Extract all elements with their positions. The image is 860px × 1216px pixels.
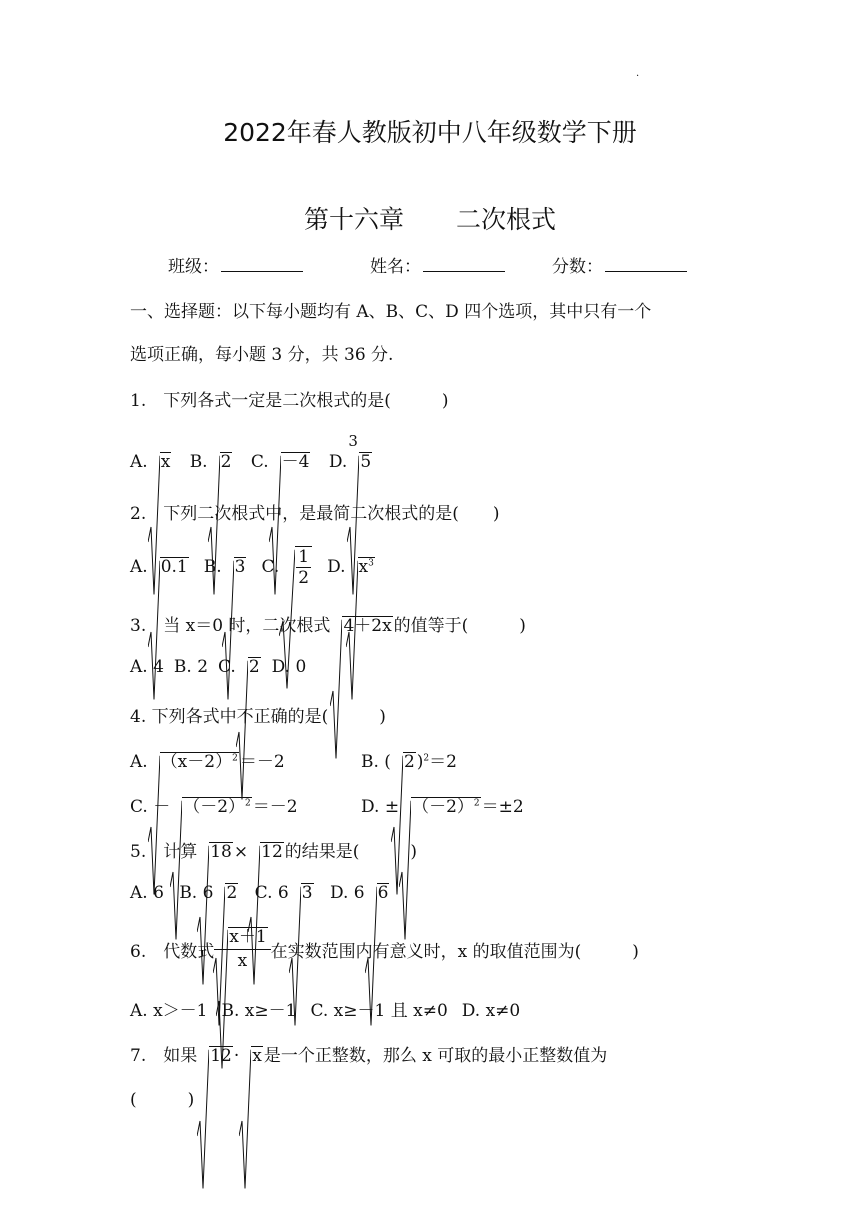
question-6-stem: 6. 代数式 $\frac{x+1}{x}$ 在实数范围内有意义时，x 的取值范围为( ) — [130, 922, 639, 976]
sqrt-x: x — [148, 452, 172, 472]
q6-option-d: D. x≠0 — [461, 1001, 521, 1021]
sqrt-x-cubed: $x^3$ — [346, 557, 375, 577]
fraction-sqrt-x-plus-1-over-x: $\frac{x+1}{x}$ — [214, 926, 270, 973]
q3-option-b: B. 2 — [173, 657, 209, 677]
chapter-heading — [0, 200, 860, 236]
corner-dot: . — [636, 68, 640, 79]
question-4-option-c: C. － $(-2)^2 =-2$ — [130, 792, 298, 817]
sqrt-2: 2 — [208, 452, 233, 472]
root-index: 3 — [348, 432, 358, 450]
q6-option-a: A. x＞－1 — [130, 1001, 208, 1021]
q1-option-c-label: C. — [250, 452, 269, 472]
class-label: 班级： — [168, 257, 219, 277]
score-blank[interactable] — [605, 257, 687, 272]
question-3-stem: 3. 当 x＝0 时，二次根式 4＋2x 的值等于( ) — [130, 611, 526, 636]
q5-option-a: A. 6 — [130, 883, 164, 903]
sqrt-12: 12 — [197, 1046, 233, 1066]
question-2-options — [130, 540, 376, 594]
q6-option-b: B. x≥－1 — [221, 1001, 297, 1021]
sqrt-neg-2-squared: $(-2)^2$ — [170, 797, 252, 817]
sqrt-neg-4: －4 — [269, 452, 311, 472]
class-blank[interactable] — [221, 257, 303, 272]
sqrt-4-plus-2x: 4＋2x — [330, 616, 392, 636]
cube-root-5: 3 5 — [347, 452, 372, 472]
question-7-stem: 7. 如果 12 · x 是一个正整数，那么 x 可取的最小正整数值为 — [130, 1041, 607, 1066]
q3-option-d: D. 0 — [271, 657, 307, 677]
sqrt-one-half: $\frac{1}{2}$ — [279, 546, 312, 589]
sqrt-0-1: 0.1 — [148, 557, 189, 577]
score-field — [552, 252, 687, 277]
q6-option-c: C. x≥－1 且 x≠0 — [310, 1001, 448, 1021]
question-4-option-a: A. $(x-2)^2 =-2$ — [130, 747, 285, 772]
question-2-stem: 2. 下列二次根式中，是最简二次根式的是( ) — [130, 504, 500, 524]
question-4-option-d: D. ± $(-2)^2 =\pm 2$ — [361, 792, 524, 817]
sqrt-x-minus-2-squared: $(x-2)^2$ — [148, 752, 239, 772]
sqrt-3: 3 — [222, 557, 247, 577]
section-instructions-line2: 选项正确，每小题 3 分，共 36 分. — [130, 345, 394, 365]
sqrt-12: 12 — [248, 842, 284, 862]
q3-option-c-label: C. — [218, 657, 236, 677]
sqrt-neg-2-squared: $(-2)^2$ — [399, 797, 481, 817]
q1-option-a-label: A. — [130, 452, 148, 472]
question-5-options: A. 6 B. 6 2 C. 6 3 D. 6 6 — [130, 883, 390, 903]
q3-option-a: A. 4 — [130, 657, 164, 677]
document-title: 2022年春人教版初中八年级数学下册 — [223, 118, 637, 147]
name-label: 姓名： — [370, 257, 421, 277]
sqrt-2: 2 — [391, 752, 416, 772]
q2-option-b-label: B. — [203, 557, 222, 577]
q2-option-d-label: D. — [327, 557, 346, 577]
question-1-options — [130, 432, 373, 472]
question-4-stem: 4. 下列各式中不正确的是( ) — [130, 707, 386, 727]
question-6-options — [130, 996, 520, 1021]
question-5-stem: 5. 计算 18 × 12 的结果是( ) — [130, 837, 417, 862]
question-7-answer-blank: ( ) — [130, 1090, 195, 1110]
question-4-option-b: B. ( 2 )$^2$＝2 — [361, 747, 457, 772]
name-field — [370, 252, 505, 277]
sqrt-2: 2 — [236, 657, 261, 677]
chapter-number: 第十六章 — [303, 205, 404, 234]
question-1-stem: 1. 下列各式一定是二次根式的是( ) — [130, 391, 449, 411]
q2-option-c-label: C. — [261, 557, 280, 577]
sqrt-3: 3 — [289, 883, 314, 903]
q1-option-b-label: B. — [189, 452, 208, 472]
section-instructions-line1: 一、选择题：以下每小题均有 A、B、C、D 四个选项，其中只有一个 — [130, 302, 652, 322]
question-3-options — [130, 657, 306, 677]
score-label: 分数： — [552, 257, 603, 277]
sqrt-x-plus-1: x＋1 — [216, 926, 267, 949]
sqrt-6: 6 — [365, 883, 390, 903]
sqrt-18: 18 — [197, 842, 233, 862]
sqrt-2: 2 — [213, 883, 238, 903]
q1-option-d-label: D. — [328, 452, 348, 472]
class-field — [168, 252, 303, 277]
name-blank[interactable] — [423, 257, 505, 272]
q2-option-a-label: A. — [130, 557, 148, 577]
sqrt-x: x — [239, 1046, 263, 1066]
chapter-name: 二次根式 — [456, 205, 557, 234]
